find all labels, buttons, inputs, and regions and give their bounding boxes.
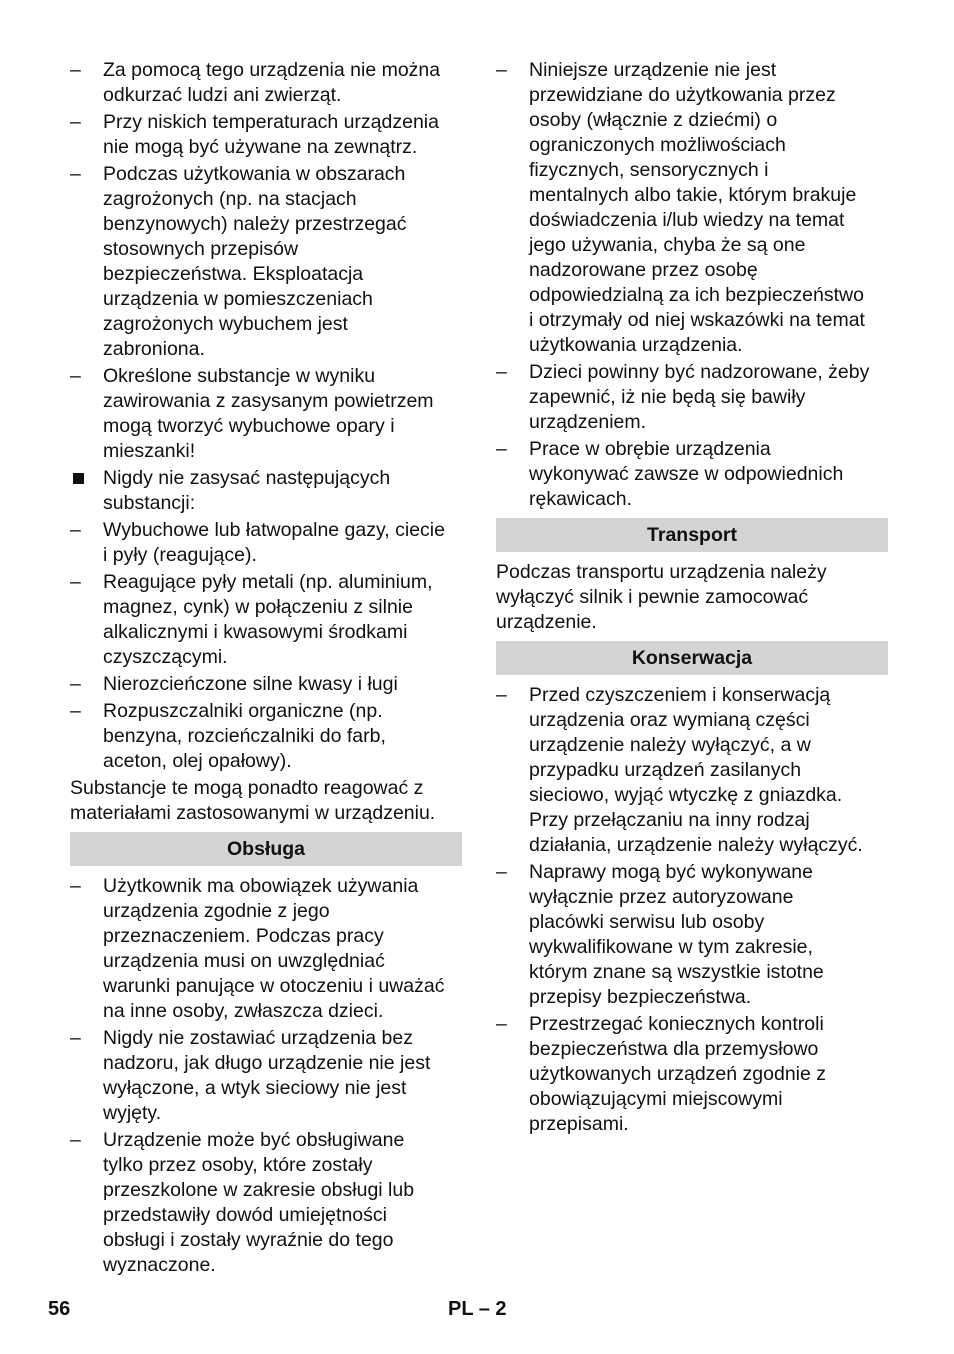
list-item [496, 860, 888, 1010]
dash-bullet: – [496, 684, 507, 706]
list-item-text: Prace w obrębie urządzenia wykonywać zawsze w odpowiednich rękawicach. [529, 438, 844, 510]
dash-bullet: – [496, 361, 507, 383]
language-page-label: PL – 2 [448, 1298, 507, 1320]
list-item [496, 1012, 888, 1137]
list-item-text: Nigdy nie zasysać następujących substancji: [103, 467, 391, 514]
dash-bullet: – [496, 59, 507, 81]
list-left-a [70, 58, 462, 774]
dash-bullet: – [70, 1027, 81, 1049]
list-item [70, 518, 462, 568]
list-item-text: Przed czyszczeniem i konserwacją urządzenia oraz wymianą części urządzenie należy wyłączyć, a w przypadku urządzeń zasilanych sieciowo, wyjąć wtyczkę z gniazdka. Przy przełączaniu na inny rodzaj działania, urządzenie należy wyłączyć. [529, 684, 863, 856]
list-item [70, 58, 462, 108]
paragraph-substances-note: Substancje te mogą ponadto reagować z materiałami zastosowanymi w urządzeniu. [70, 777, 436, 824]
dash-bullet: – [70, 111, 81, 133]
section-heading-obsluga: Obsługa [70, 832, 462, 866]
list-item-text: Naprawy mogą być wykonywane wyłącznie przez autoryzowane placówki serwisu lub osoby wykwalifikowane w tym zakresie, którym znane są wszystkie istotne przepisy bezpieczeństwa. [529, 861, 824, 1008]
list-item-text: Podczas użytkowania w obszarach zagrożonych (np. na stacjach benzynowych) należy przestrzegać stosownych przepisów bezpieczeństwa. Eksploatacja urządzenia w pomieszczeniach zagrożonych wybuchem jest zabroniona. [103, 163, 407, 360]
dash-bullet: – [70, 365, 81, 387]
list-item [496, 58, 888, 358]
list-item [70, 1128, 462, 1278]
list-item [70, 466, 462, 516]
left-column [70, 58, 462, 1280]
dash-bullet: – [70, 163, 81, 185]
list-item [70, 364, 462, 464]
list-item-text: Przestrzegać koniecznych kontroli bezpieczeństwa dla przemysłowo użytkowanych urządzeń zgodnie z obowiązującymi miejscowymi przepisami. [529, 1013, 827, 1135]
dash-bullet: – [496, 438, 507, 460]
list-left-b [70, 874, 462, 1278]
list-right-a [496, 58, 888, 512]
list-item-text: Wybuchowe lub łatwopalne gazy, ciecie i pyły (reagujące). [103, 519, 445, 566]
section-heading-transport: Transport [496, 518, 888, 552]
list-item [70, 570, 462, 670]
list-item-text: Dzieci powinny być nadzorowane, żeby zapewnić, iż nie będą się bawiły urządzeniem. [529, 361, 870, 433]
list-item-text: Za pomocą tego urządzenia nie można odkurzać ludzi ani zwierząt. [103, 59, 441, 106]
list-item-text: Określone substancje w wyniku zawirowania z zasysanym powietrzem mogą tworzyć wybuchowe opary i mieszanki! [103, 365, 434, 462]
right-column [496, 58, 888, 1139]
list-item [70, 1026, 462, 1126]
dash-bullet: – [70, 673, 81, 695]
list-item-text: Reagujące pyły metali (np. aluminium, magnez, cynk) w połączeniu z silnie alkalicznymi i kwasowymi środkami czyszczącymi. [103, 571, 433, 668]
list-item-text: Nigdy nie zostawiać urządzenia bez nadzoru, jak długo urządzenie nie jest wyłączone, a wtyk sieciowy nie jest wyjęty. [103, 1027, 431, 1124]
list-item [70, 699, 462, 774]
dash-bullet: – [70, 1129, 81, 1151]
list-right-b [496, 683, 888, 1137]
list-item-text: Użytkownik ma obowiązek używania urządzenia zgodnie z jego przeznaczeniem. Podczas pracy urządzenia musi on uwzględniać warunki panujące w otoczeniu i uważać na inne osoby, zwłaszcza dzieci. [103, 875, 445, 1022]
list-item [496, 683, 888, 858]
list-item [496, 437, 888, 512]
dash-bullet: – [496, 1013, 507, 1035]
dash-bullet: – [70, 519, 81, 541]
list-item-text: Przy niskich temperaturach urządzenia nie mogą być używane na zewnątrz. [103, 111, 439, 158]
list-item-text: Urządzenie może być obsługiwane tylko przez osoby, które zostały przeszkolone w zakresie obsługi lub przedstawiły dowód umiejętności obsługi i zostały wyraźnie do tego wyznaczone. [103, 1129, 415, 1276]
list-item [70, 672, 462, 697]
list-item [70, 162, 462, 362]
list-item [496, 360, 888, 435]
paragraph-transport: Podczas transportu urządzenia należy wyłączyć silnik i pewnie zamocować urządzenie. [496, 561, 827, 633]
list-item-text: Niniejsze urządzenie nie jest przewidziane do użytkowania przez osoby (włącznie z dziećmi) o ograniczonych możliwościach fizycznych, sensorycznych i mentalnych albo takie, którym brakuje doświadczenia i/lub wiedzy na temat jego używania, chyba że są one nadzorowane przez osobę odpowiedzialną za ich bezpieczeństwo i otrzymały od niej wskazówki na temat użytkowania urządzenia. [529, 59, 865, 356]
list-item-text: Nierozcieńczone silne kwasy i ługi [103, 673, 398, 695]
dash-bullet: – [70, 875, 81, 897]
section-heading-konserwacja: Konserwacja [496, 641, 888, 675]
dash-bullet: – [70, 59, 81, 81]
dash-bullet: – [70, 571, 81, 593]
list-item [70, 874, 462, 1024]
list-item [70, 110, 462, 160]
list-item-text: Rozpuszczalniki organiczne (np. benzyna, rozcieńczalniki do farb, aceton, olej opałowy). [103, 700, 386, 772]
page-number: 56 [48, 1298, 71, 1320]
square-bullet-icon [73, 473, 84, 484]
dash-bullet: – [70, 700, 81, 722]
dash-bullet: – [496, 861, 507, 883]
